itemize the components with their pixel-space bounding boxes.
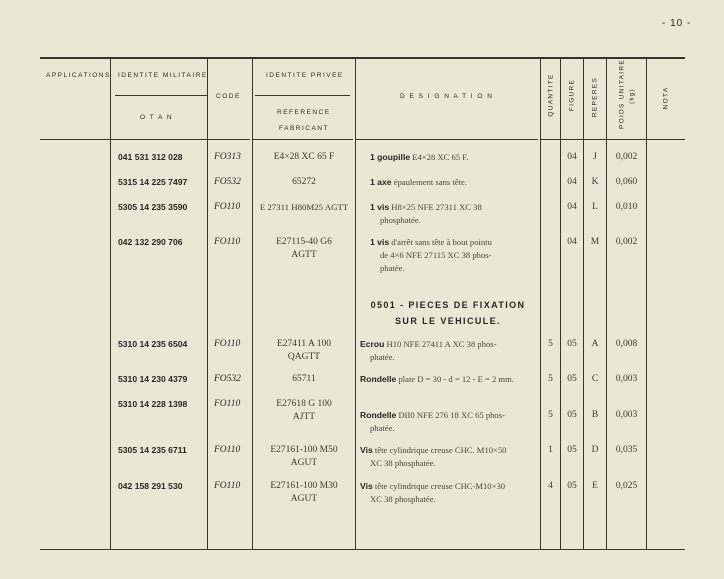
reference-value: E27618 G 100: [276, 399, 332, 409]
code-value: FO110: [214, 237, 241, 247]
designation-text: H8×25 NFE 27311 XC 38: [391, 202, 482, 212]
designation-text: DII0 NFE 276 18 XC 65 phos-: [398, 410, 505, 420]
poids-value: 0,035: [615, 445, 638, 455]
header-figure: FIGURE: [568, 78, 576, 112]
designation-bold: Vis: [360, 481, 373, 491]
quantite-value: 5: [548, 410, 553, 420]
reference-value: AGUT: [290, 494, 318, 504]
nato-number: 041 531 312 028: [118, 152, 183, 162]
reference-value: AGUT: [290, 458, 318, 468]
designation-bold: Vis: [360, 445, 373, 455]
reference-value: E27411 A 100: [276, 339, 331, 349]
col-line: [560, 57, 561, 549]
reference-value: AGTT: [291, 250, 317, 260]
designation-text: épaulement sans tête.: [393, 177, 467, 187]
figure-value: 05: [567, 445, 577, 455]
poids-value: 0,002: [615, 237, 638, 247]
table-top-border: [40, 57, 685, 59]
table-bottom-border: [40, 549, 685, 550]
col-line: [207, 57, 208, 549]
header-otan: O T A N: [140, 114, 174, 121]
header-code: CODE: [216, 93, 241, 100]
poids-value: 0,010: [615, 202, 638, 212]
repere-value: M: [590, 237, 600, 247]
poids-value: 0,003: [615, 410, 638, 420]
quantite-value: 5: [548, 339, 553, 349]
code-value: FO532: [214, 374, 241, 384]
reference-value: E4×28 XC 65 F: [273, 152, 335, 162]
designation-bold: 1 goupille: [370, 152, 411, 162]
poids-value: 0,002: [615, 152, 638, 162]
designation-text: plate D = 30 - d = 12 - E = 2 mm.: [398, 374, 514, 384]
designation: [360, 338, 497, 351]
col-line: [583, 57, 584, 549]
header-designation: D E S I G N A T I O N: [400, 93, 494, 100]
designation-bold: 1 vis: [370, 202, 390, 212]
designation: [360, 444, 506, 457]
reference-value: AJTT: [292, 412, 316, 422]
reference-value: E 27311 H80M25 AGTT: [259, 202, 349, 212]
designation-text: E4×28 XC 65 F.: [412, 152, 469, 162]
code-value: FO110: [214, 481, 241, 491]
figure-value: 05: [567, 410, 577, 420]
repere-value: D: [591, 445, 599, 455]
col-line: [252, 57, 253, 549]
code-value: FO110: [214, 339, 241, 349]
header-identite-privee: IDENTITE PRIVEE: [266, 72, 344, 79]
repere-value: K: [591, 177, 599, 187]
repere-value: L: [592, 202, 598, 212]
poids-value: 0,003: [615, 374, 638, 384]
nato-number: 5305 14 235 6711: [118, 445, 187, 455]
figure-value: 05: [567, 374, 577, 384]
nato-number: 5310 14 228 1398: [118, 399, 188, 409]
repere-value: B: [591, 410, 599, 420]
designation: [360, 409, 505, 422]
repere-value: E: [592, 481, 598, 491]
repere-value: C: [591, 374, 599, 384]
repere-value: J: [593, 152, 597, 162]
quantite-value: 1: [548, 445, 553, 455]
designation: [370, 201, 482, 214]
designation-text: phatée.: [370, 352, 395, 362]
header-bottom-line-code: [208, 139, 250, 140]
header-bottom-line-ref: [253, 139, 353, 140]
header-poids-unit: (kg): [629, 88, 636, 104]
designation-text: XC 38 phosphatée.: [370, 494, 436, 504]
col-line: [606, 57, 607, 549]
designation: [370, 176, 467, 189]
quantite-value: 4: [548, 481, 553, 491]
repere-value: A: [591, 339, 599, 349]
reference-value: 65272: [292, 177, 316, 187]
nato-number: 5310 14 230 4379: [118, 374, 188, 384]
code-value: FO110: [214, 202, 241, 212]
nato-number: 5310 14 235 6504: [118, 339, 188, 349]
designation: [370, 236, 492, 249]
code-value: FO110: [214, 445, 241, 455]
header-reperes: REPERES: [591, 76, 599, 118]
header-bottom-line-num: [541, 139, 685, 140]
designation-text: phatée.: [370, 423, 395, 433]
reference-value: E27161-100 M50: [270, 445, 338, 455]
designation-bold: 1 vis: [370, 237, 390, 247]
header-identite-militaire: IDENTITE MILITAIRE: [118, 72, 208, 79]
designation-text: de 4×6 NFE 27115 XC 38 phos-: [380, 250, 492, 260]
designation-bold: 1 axe: [370, 177, 392, 187]
code-value: FO313: [214, 152, 241, 162]
designation-text: tête cylindrique creuse CHC. M10×50: [374, 445, 507, 455]
designation-text: phosphatée.: [380, 215, 421, 225]
designation: [360, 480, 505, 493]
col-line: [646, 57, 647, 549]
privee-divider: [255, 95, 350, 96]
quantite-value: 5: [548, 374, 553, 384]
nato-number: 5315 14 225 7497: [118, 177, 188, 187]
section-title: SUR LE VEHICULE.: [395, 316, 501, 326]
nato-number: 5305 14 235 3590: [118, 202, 188, 212]
section-title: 0501 - PIECES DE FIXATION: [370, 300, 526, 310]
designation-text: phatée.: [380, 263, 405, 273]
page-number: - 10 -: [662, 18, 692, 29]
header-bottom-line: [40, 139, 212, 140]
reference-value: E27115-40 G6: [276, 237, 332, 247]
otan-divider: [115, 95, 207, 96]
figure-value: 05: [567, 481, 577, 491]
reference-value: 65711: [292, 374, 316, 384]
designation-text: XC 38 phosphatée.: [370, 458, 436, 468]
header-poids-unitaire: POIDS UNITAIRE: [618, 58, 626, 130]
code-value: FO110: [214, 399, 241, 409]
poids-value: 0,008: [615, 339, 638, 349]
header-bottom-line-des: [356, 139, 538, 140]
col-line: [110, 57, 111, 549]
poids-value: 0,060: [615, 177, 638, 187]
nato-number: 042 158 291 530: [118, 481, 183, 491]
designation-bold: Rondelle: [360, 374, 397, 384]
nato-number: 042 132 290 706: [118, 237, 183, 247]
reference-value: E27161-100 M30: [270, 481, 338, 491]
designation-bold: Rondelle: [360, 410, 397, 420]
figure-value: 04: [567, 202, 577, 212]
code-value: FO532: [214, 177, 241, 187]
designation: [370, 151, 468, 164]
designation-text: H10 NFE 27411 A XC 38 phos-: [386, 339, 497, 349]
figure-value: 05: [567, 339, 577, 349]
reference-value: QAGTT: [287, 352, 321, 362]
figure-value: 04: [567, 237, 577, 247]
header-applications: APPLICATIONS: [46, 72, 111, 79]
header-fabricant: FABRICANT: [279, 125, 329, 132]
designation-text: d'arrêt sans tête à bout pointu: [391, 237, 492, 247]
col-line: [540, 57, 541, 549]
header-quantite: QUANTITE: [547, 73, 555, 117]
header-nota: NOTA: [662, 86, 670, 110]
header-reference: REFERENCE: [277, 109, 331, 116]
figure-value: 04: [567, 152, 577, 162]
figure-value: 04: [567, 177, 577, 187]
designation-bold: Ecrou: [360, 339, 385, 349]
poids-value: 0,025: [615, 481, 638, 491]
designation: [360, 373, 514, 386]
designation-text: tête cylindrique creuse CHC-M10×30: [374, 481, 506, 491]
